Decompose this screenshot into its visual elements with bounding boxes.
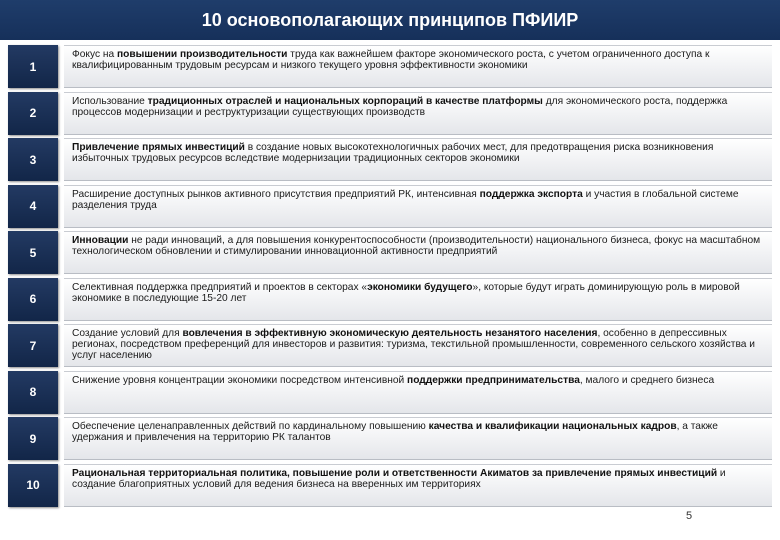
page-number: 5 [686,510,693,522]
principle-text-segment: и участия в глобальной системе разделения труда [72,188,739,211]
principle-text-segment: Использование [72,95,148,107]
principle-text [64,371,772,414]
principle-text-bold: поддержки предпринимательства [407,374,580,386]
principle-number: 7 [8,324,58,367]
principle-text-bold: традиционных отраслей и национальных корпораций в качестве платформы [147,95,543,107]
principle-row [8,231,772,274]
principle-text-segment: и создание благоприятных условий для ведения бизнеса на вверенных им территориях [72,467,726,490]
principle-text-bold: качества и квалификации национальных кадров [428,421,677,432]
principle-row [8,278,772,321]
principle-text-bold: повышении производительности [117,49,288,60]
principle-text [64,464,772,507]
principle-text-bold: поддержка экспорта [479,188,583,200]
principle-text [64,92,772,135]
slide-header [0,0,780,40]
principle-number: 5 [8,231,58,274]
principle-text-segment: , малого и среднего бизнеса [579,374,715,386]
principle-text-segment: Снижение уровня концентрации экономики посредством интенсивной [72,374,408,386]
principles-list [8,45,772,510]
principle-text-segment: в создание новых высокотехнологичных рабочих мест, для предотвращения риска возникновения избыточных трудовых ресурсов вследствие модернизации традиционных секторов экономики [72,142,714,164]
principle-text-segment: Фокус на [72,49,118,60]
principle-number: 10 [8,464,58,507]
principle-row [8,138,772,181]
principle-number: 8 [8,371,58,414]
principle-row [8,371,772,414]
principle-number: 3 [8,138,58,181]
principle-text-bold: экономики будущего [367,281,473,293]
principle-row [8,92,772,135]
principle-text-segment: , а также удержания и привлечения на территорию РК талантов [72,421,718,443]
principle-row [8,185,772,228]
principle-text-bold: вовлечения в эффективную экономическую деятельность незанятого населения [182,328,598,339]
principle-text-bold: Привлечение прямых инвестиций [72,142,245,153]
principle-number: 9 [8,417,58,460]
principle-text-segment: не ради инноваций, а для повышения конкурентоспособности (производительности) национального бизнеса, фокус на масштабном технологическом обновлении и стимулировании инновационной активности предприятий [72,235,761,257]
principle-text-bold: Рациональная территориальная политика, повышение роли и ответственности Акиматов за привлечение прямых инвестиций [72,467,718,479]
principle-text-segment: Обеспечение целенаправленных действий по кардинальному повышению [72,421,429,432]
principle-text [64,278,772,321]
principle-text [64,45,772,88]
principle-text-segment: , особенно в депрессивных регионах, посредством преференций для инвесторов и развития: туризма, текстильной промышленности, современного сельского хозяйства и услуг населению [72,328,755,361]
principle-row [8,464,772,507]
principle-text [64,324,772,367]
principle-row [8,417,772,460]
principle-text-segment: Расширение доступных рынков активного присутствия предприятий РК, интенсивная [72,188,480,200]
principle-text-segment: труда как важнейшем факторе экономического роста, с учетом ограниченного доступа к квалифицированным трудовым ресурсам и низкого текущего уровня эффективности экономики [72,49,710,71]
slide-title: 10 основополагающих принципов ПФИИР [201,10,579,30]
principle-text [64,138,772,181]
principle-text-segment: », которые будут играть доминирующую роль в мировой экономике в последующие 15-20 лет [72,281,740,304]
principle-number: 6 [8,278,58,321]
principle-text-bold: Инновации [72,235,129,246]
principle-row [8,45,772,88]
principle-number: 4 [8,185,58,228]
principle-text [64,417,772,460]
principle-number: 1 [8,45,58,88]
principle-row [8,324,772,367]
principle-text-segment: для экономического роста, поддержка процессов модернизации и реструктуризации существующих производств [72,95,728,118]
principle-text-segment: Селективная поддержка предприятий и проектов в секторах « [72,281,368,293]
principle-text-segment: Создание условий для [72,328,183,339]
principle-number: 2 [8,92,58,135]
principle-text [64,185,772,228]
principle-text [64,231,772,274]
